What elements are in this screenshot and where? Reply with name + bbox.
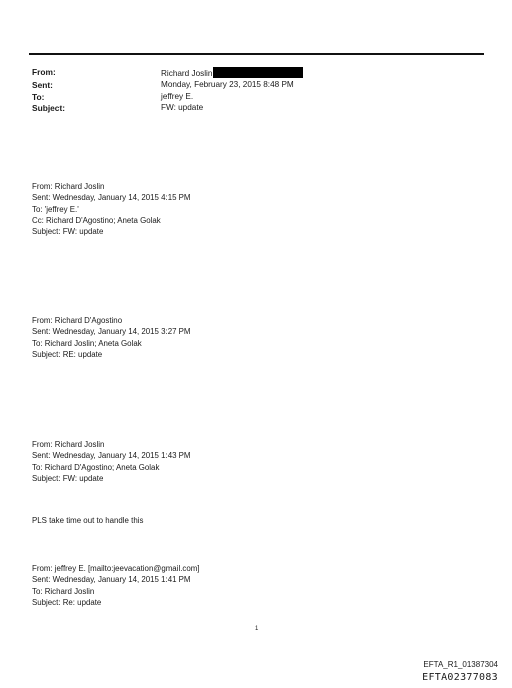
message-sent: Sent: Wednesday, January 14, 2015 3:27 PM [32, 327, 191, 337]
to-label: To: [32, 92, 45, 102]
bates-stamp-primary: EFTA_R1_01387304 [423, 660, 498, 669]
message-body-note: PLS take time out to handle this [32, 516, 144, 525]
forwarded-message-3 [32, 439, 191, 484]
page-number: 1 [255, 626, 259, 632]
from-label: From: [32, 67, 56, 77]
message-subject: Subject: Re: update [32, 597, 102, 607]
from-value [161, 67, 303, 78]
message-sent: Sent: Wednesday, January 14, 2015 1:41 PM [32, 575, 191, 585]
forwarded-message-1 [32, 181, 191, 237]
message-to: To: Richard Joslin; Aneta Golak [32, 338, 142, 348]
subject-label: Subject: [32, 103, 66, 113]
message-to: To: Richard Joslin [32, 586, 95, 596]
subject-value: FW: update [161, 103, 204, 112]
message-subject: Subject: RE: update [32, 349, 103, 359]
header-divider [29, 53, 484, 55]
message-sent: Sent: Wednesday, January 14, 2015 1:43 PM [32, 451, 191, 461]
message-from: From: jeffrey E. [mailto:jeevacation@gmail.com] [32, 564, 200, 573]
sent-label: Sent: [32, 80, 53, 90]
forwarded-message-2 [32, 315, 191, 360]
bates-stamp-secondary: EFTA02377083 [422, 672, 498, 683]
message-to: To: 'jeffrey E.' [32, 204, 79, 214]
message-sent: Sent: Wednesday, January 14, 2015 4:15 PM [32, 193, 191, 203]
message-subject: Subject: FW: update [32, 227, 104, 237]
from-name: Richard Joslin [161, 69, 213, 78]
message-from: From: Richard Joslin [32, 182, 105, 191]
redaction-block [213, 67, 303, 78]
to-value: jeffrey E. [161, 92, 194, 101]
message-to: To: Richard D'Agostino; Aneta Golak [32, 462, 160, 472]
message-from: From: Richard Joslin [32, 440, 105, 449]
forwarded-message-4 [32, 563, 200, 608]
message-cc: Cc: Richard D'Agostino; Aneta Golak [32, 215, 161, 225]
message-from: From: Richard D'Agostino [32, 316, 123, 325]
sent-value: Monday, February 23, 2015 8:48 PM [161, 80, 294, 89]
message-subject: Subject: FW: update [32, 473, 104, 483]
